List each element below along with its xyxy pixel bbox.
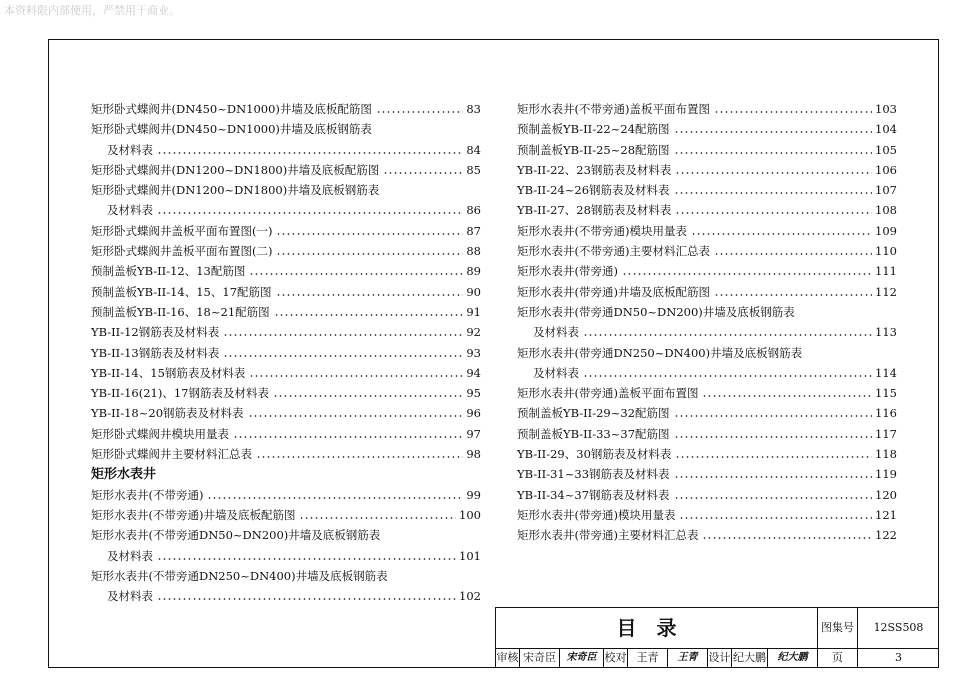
toc-entry [517, 343, 897, 363]
toc-entry-title: 矩形卧式蝶阀井(DN1200~DN1800)井墙及底板配筋图 [91, 162, 380, 177]
dot-leader [157, 546, 456, 566]
check-label: 校对 [604, 648, 628, 667]
toc-entry [517, 160, 897, 180]
dot-leader [249, 261, 463, 281]
toc-entry [91, 424, 481, 444]
toc-entry-page: 103 [875, 102, 897, 116]
toc-entry [91, 261, 481, 281]
checker-name: 王青 [628, 648, 668, 667]
dot-leader [276, 221, 463, 241]
toc-entry-page: 113 [875, 325, 897, 340]
dot-leader [674, 140, 872, 160]
toc-entry-title: 矩形水表井(带旁通) [517, 264, 618, 279]
toc-entry-title: YB-II-22、23钢筋表及材料表 [517, 162, 672, 177]
toc-entry [91, 485, 481, 505]
toc-entry-page: 97 [466, 426, 481, 441]
toc-entry [91, 566, 481, 586]
toc-entry [91, 200, 481, 220]
toc-entry [517, 485, 897, 505]
toc-entry-title: 矩形水表井(带旁通DN250~DN400)井墙及底板钢筋表 [517, 345, 803, 360]
dot-leader [674, 424, 872, 444]
reviewer-name: 宋奇臣 [520, 648, 560, 667]
toc-entry [91, 363, 481, 383]
toc-entry [91, 444, 481, 464]
toc-entry-page: 95 [466, 386, 481, 401]
toc-entry-page: 85 [466, 162, 481, 177]
toc-entry [91, 180, 481, 200]
toc-entry-title: YB-II-34~37钢筋表及材料表 [517, 487, 670, 502]
toc-entry [91, 302, 481, 322]
reviewer-signature: 宋奇臣 [560, 648, 604, 667]
toc-entry-title: 矩形卧式蝶阀井(DN450~DN1000)井墙及底板钢筋表 [91, 122, 372, 137]
toc-entry [517, 221, 897, 241]
toc-entry-title: YB-II-12钢筋表及材料表 [91, 325, 220, 340]
page-label: 页 [818, 648, 858, 667]
toc-entry [517, 261, 897, 281]
toc-entry [91, 464, 481, 484]
toc-entry-page: 100 [459, 507, 481, 522]
toc-entry-title: 预制盖板YB-II-33~37配筋图 [517, 426, 670, 441]
toc-entry-title: 预制盖板YB-II-12、13配筋图 [91, 264, 246, 279]
title-block [495, 607, 938, 667]
toc-entry-page: 108 [875, 203, 897, 218]
toc-entry [517, 383, 897, 403]
toc-entry-title: YB-II-31~33钢筋表及材料表 [517, 467, 670, 482]
dot-leader [675, 444, 872, 464]
toc-entry-page: 89 [466, 264, 481, 279]
toc-entry [91, 383, 481, 403]
dot-leader [249, 363, 463, 383]
toc-entry-title: 矩形水表井(带旁通)井墙及底板配筋图 [517, 284, 710, 299]
toc-entry-title: YB-II-18~20钢筋表及材料表 [91, 406, 244, 421]
atlas-number-label: 图集号 [818, 608, 858, 648]
dot-leader [157, 200, 463, 220]
toc-entry-title: 预制盖板YB-II-29~32配筋图 [517, 406, 670, 421]
toc-entry-page: 84 [466, 142, 481, 157]
dot-leader [223, 322, 463, 342]
toc-entry [517, 180, 897, 200]
toc-entry-page: 120 [875, 487, 897, 502]
toc-entry [517, 282, 897, 302]
toc-entry-title: 矩形水表井(带旁通)模块用量表 [517, 507, 676, 522]
toc-entry-page: 117 [875, 426, 897, 441]
toc-entry-title: 预制盖板YB-II-14、15、17配筋图 [91, 284, 272, 299]
toc-entry-title: 矩形水表井(带旁通)主要材料汇总表 [517, 528, 699, 543]
toc-entry-title: 矩形卧式蝶阀井盖板平面布置图(一) [91, 223, 273, 238]
dot-leader [383, 160, 463, 180]
toc-entry-title: 矩形卧式蝶阀井主要材料汇总表 [91, 447, 252, 462]
dot-leader [674, 119, 872, 139]
toc-entry [517, 505, 897, 525]
dot-leader [674, 464, 872, 484]
toc-entry-title: 矩形水表井(不带旁通DN250~DN400)井墙及底板钢筋表 [91, 568, 388, 583]
toc-entry [91, 525, 481, 545]
toc-entry [517, 200, 897, 220]
toc-entry [91, 322, 481, 342]
toc-entry [517, 322, 897, 342]
toc-entry [517, 444, 897, 464]
toc-entry-title: 矩形卧式蝶阀井模块用量表 [91, 426, 229, 441]
toc-entry-title: 及材料表 [107, 203, 153, 218]
toc-entry-title: YB-II-14、15钢筋表及材料表 [91, 365, 246, 380]
toc-entry-page: 88 [466, 244, 481, 259]
toc-entry-title: 矩形水表井(不带旁通) [91, 487, 204, 502]
checker-signature: 王青 [668, 648, 708, 667]
toc-entry [91, 343, 481, 363]
toc-entry [91, 140, 481, 160]
toc-entry-title: YB-II-27、28钢筋表及材料表 [517, 203, 672, 218]
toc-entry-title: 及材料表 [533, 365, 579, 380]
dot-leader [679, 505, 872, 525]
toc-entry-title: 矩形卧式蝶阀井(DN450~DN1000)井墙及底板配筋图 [91, 102, 372, 116]
toc-entry [91, 505, 481, 525]
toc-entry-page: 96 [466, 406, 481, 421]
review-label: 审核 [496, 648, 520, 667]
dot-leader [674, 403, 872, 423]
dot-leader [157, 586, 456, 606]
toc-entry-page: 91 [466, 304, 481, 319]
toc-entry [91, 160, 481, 180]
toc-entry-title: 矩形水表井(不带旁通)模块用量表 [517, 223, 687, 238]
drawing-frame [48, 39, 939, 668]
toc-entry-page: 105 [875, 142, 897, 157]
dot-leader [675, 200, 872, 220]
atlas-number: 12SS508 [873, 621, 924, 634]
dot-leader [276, 241, 463, 261]
toc-entry-title: 矩形卧式蝶阀井(DN1200~DN1800)井墙及底板钢筋表 [91, 183, 380, 198]
dot-leader [276, 282, 463, 302]
dot-leader [273, 383, 463, 403]
toc-entry-title: 及材料表 [533, 325, 579, 340]
toc-entry-page: 111 [875, 264, 897, 279]
toc-entry-page: 106 [875, 162, 897, 177]
toc-entry [517, 241, 897, 261]
toc-entry-page: 101 [459, 548, 481, 563]
toc-entry-page: 83 [466, 102, 481, 116]
dot-leader [299, 505, 456, 525]
toc-entry [91, 99, 481, 119]
toc-entry-title: 矩形水表井 [91, 467, 157, 483]
dot-leader [583, 322, 872, 342]
toc-entry-title: 矩形水表井(带旁通)盖板平面布置图 [517, 386, 699, 401]
toc-entry-title: YB-II-24~26钢筋表及材料表 [517, 183, 670, 198]
drawing-title: 目录 [496, 608, 818, 648]
toc-entry-title: 及材料表 [107, 548, 153, 563]
dot-leader [702, 525, 872, 545]
toc-entry-page: 119 [875, 467, 897, 482]
toc-entry [517, 403, 897, 423]
dot-leader [714, 99, 872, 119]
toc-right-column [517, 99, 897, 546]
toc-entry-page: 87 [466, 223, 481, 238]
toc-entry-page: 122 [875, 528, 897, 543]
toc-entry-page: 93 [466, 345, 481, 360]
toc-entry-page: 102 [459, 589, 481, 604]
toc-entry-page: 110 [875, 244, 897, 259]
toc-entry [517, 464, 897, 484]
toc-entry-page: 121 [875, 507, 897, 522]
toc-entry [91, 546, 481, 566]
dot-leader [622, 261, 872, 281]
toc-entry-page: 109 [875, 223, 897, 238]
toc-entry-page: 98 [466, 447, 481, 462]
toc-entry-page: 112 [875, 284, 897, 299]
toc-entry [91, 403, 481, 423]
designer-name: 纪大鹏 [732, 648, 768, 667]
toc-entry-title: YB-II-13钢筋表及材料表 [91, 345, 220, 360]
toc-entry-page: 99 [466, 487, 481, 502]
designer-signature: 纪大鹏 [768, 648, 818, 667]
toc-entry-title: 预制盖板YB-II-16、18~21配筋图 [91, 304, 270, 319]
toc-entry-page: 90 [466, 284, 481, 299]
dot-leader [157, 140, 463, 160]
toc-entry-title: 及材料表 [107, 142, 153, 157]
dot-leader [233, 424, 463, 444]
dot-leader [674, 180, 872, 200]
toc-entry-title: YB-II-16(21)、17钢筋表及材料表 [91, 386, 269, 401]
toc-entry-title: 矩形水表井(不带旁通)主要材料汇总表 [517, 244, 710, 259]
dot-leader [714, 241, 872, 261]
toc-left-column [91, 99, 481, 606]
dot-leader [223, 343, 463, 363]
toc-entry-title: YB-II-29、30钢筋表及材料表 [517, 447, 672, 462]
dot-leader [207, 485, 463, 505]
toc-entry-title: 矩形水表井(带旁通DN50~DN200)井墙及底板钢筋表 [517, 304, 795, 319]
dot-leader [702, 383, 872, 403]
dot-leader [256, 444, 463, 464]
toc-entry-title: 预制盖板YB-II-25~28配筋图 [517, 142, 670, 157]
toc-entry-page: 115 [875, 386, 897, 401]
toc-entry-title: 矩形卧式蝶阀井盖板平面布置图(二) [91, 244, 273, 259]
toc-entry-page: 116 [875, 406, 897, 421]
dot-leader [675, 160, 872, 180]
toc-entry-page: 86 [466, 203, 481, 218]
page-number: 3 [895, 651, 902, 664]
toc-entry [517, 424, 897, 444]
toc-entry-page: 114 [875, 365, 897, 380]
toc-entry-title: 矩形水表井(不带旁通DN50~DN200)井墙及底板钢筋表 [91, 528, 381, 543]
dot-leader [674, 485, 872, 505]
toc-entry-title: 预制盖板YB-II-22~24配筋图 [517, 122, 670, 137]
toc-entry-title: 矩形水表井(不带旁通)盖板平面布置图 [517, 102, 710, 116]
dot-leader [691, 221, 872, 241]
toc-entry-page: 94 [466, 365, 481, 380]
watermark-text: 本资料限内部使用，严禁用于商业。 [4, 4, 180, 17]
toc-entry-page: 107 [875, 183, 897, 198]
dot-leader [274, 302, 463, 322]
toc-entry-page: 92 [466, 325, 481, 340]
toc-entry-page: 104 [875, 122, 897, 137]
dot-leader [583, 363, 872, 383]
toc-entry [91, 119, 481, 139]
toc-entry [91, 221, 481, 241]
dot-leader [714, 282, 872, 302]
dot-leader [376, 99, 463, 119]
dot-leader [248, 403, 463, 423]
design-label: 设计 [708, 648, 732, 667]
toc-entry [517, 525, 897, 545]
toc-entry-title: 及材料表 [107, 589, 153, 604]
toc-entry [517, 119, 897, 139]
toc-entry [517, 363, 897, 383]
toc-entry-title: 矩形水表井(不带旁通)井墙及底板配筋图 [91, 507, 296, 522]
toc-entry [517, 302, 897, 322]
toc-entry [91, 241, 481, 261]
toc-entry [517, 99, 897, 119]
toc-entry [517, 140, 897, 160]
toc-entry [91, 282, 481, 302]
toc-entry [91, 586, 481, 606]
toc-entry-page: 118 [875, 447, 897, 462]
